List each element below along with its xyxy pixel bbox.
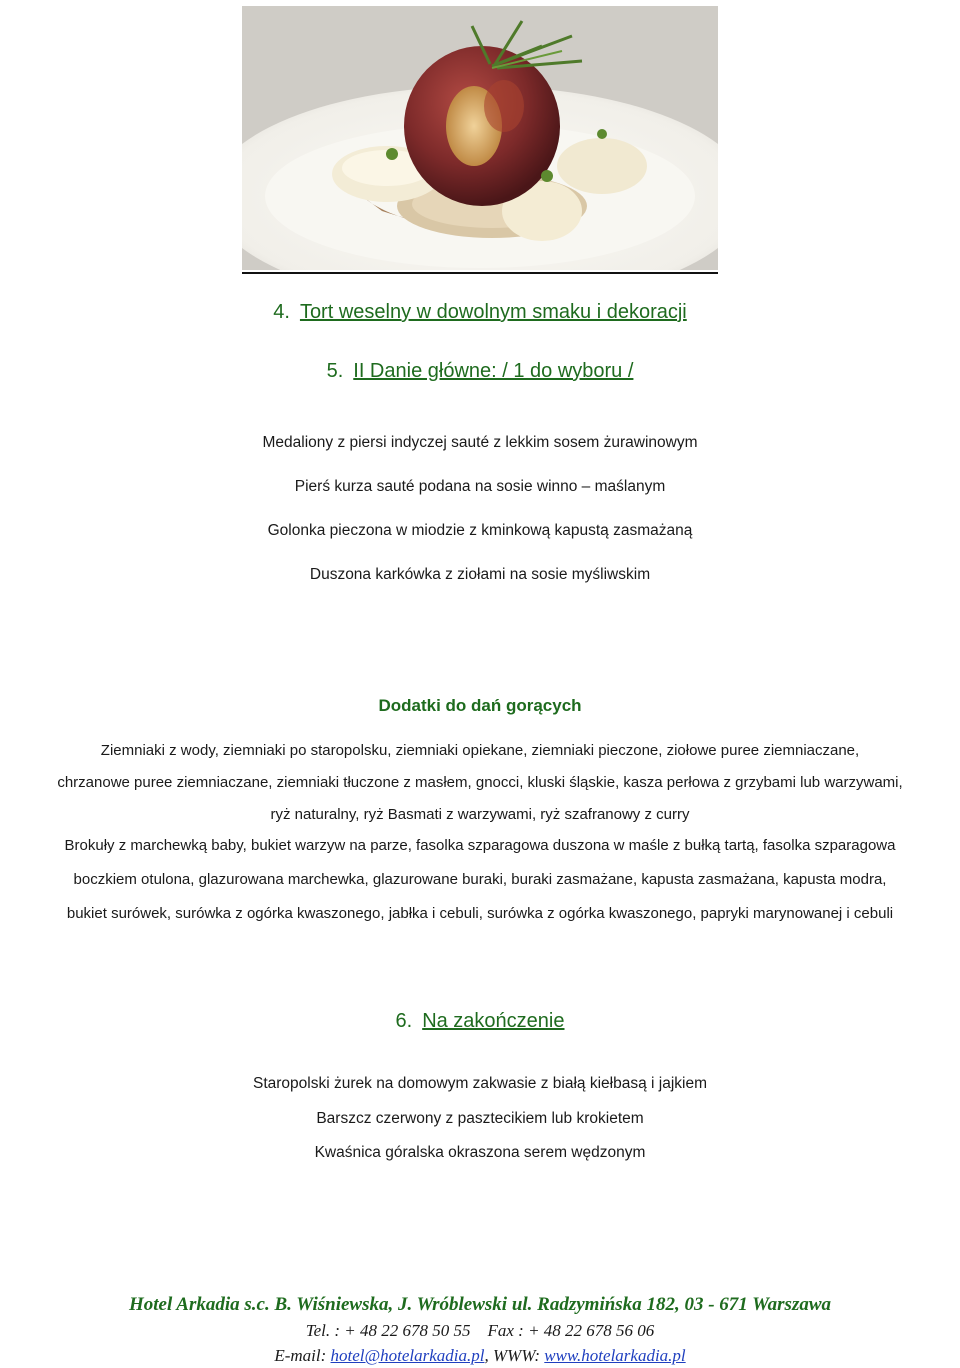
section-5-title: II Danie główne: / 1 do wyboru /: [353, 360, 634, 382]
sides-line: boczkiem otulona, glazurowana marchewka, glazurowane buraki, buraki zasmażane, kapusta zasmażana, kapusta modra,: [73, 871, 887, 888]
section-6-title: Na zakończenie: [422, 1010, 565, 1032]
footer-www-link[interactable]: www.hotelarkadia.pl: [544, 1346, 686, 1365]
section-6-number: 6.: [395, 1010, 413, 1032]
section-4-heading: [0, 301, 960, 324]
section-4-number: 4.: [273, 301, 290, 323]
final-dish-item: Kwaśnica góralska okraszona serem wędzonym: [314, 1144, 646, 1161]
footer-phone: Tel. : + 48 22 678 50 55: [305, 1321, 471, 1340]
dish-illustration: [242, 6, 718, 270]
section-6-heading: [0, 1010, 960, 1033]
main-dish-item: Pierś kurza sauté podana na sosie winno – maślanym: [294, 478, 666, 495]
section-4-title: Tort weselny w dowolnym smaku i dekoracji: [299, 301, 687, 323]
main-dish-item: Medaliony z piersi indyczej sauté z lekkim sosem żurawinowym: [262, 434, 698, 451]
main-dish-item: Duszona karkówka z ziołami na sosie myśliwskim: [309, 566, 651, 583]
footer-email-label: E-mail:: [274, 1346, 331, 1365]
sides-line: chrzanowe puree ziemniaczane, ziemniaki tłuczone z masłem, gnocci, kluski śląskie, kasza perłowa z grzybami lub warzywami,: [57, 774, 903, 791]
sides-line: Ziemniaki z wody, ziemniaki po staropolsku, ziemniaki opiekane, ziemniaki pieczone, ziołowe puree ziemniaczane,: [100, 742, 860, 759]
main-dish-item: Golonka pieczona w miodzie z kminkową kapustą zasmażaną: [267, 522, 693, 539]
section-5-number: 5.: [326, 360, 344, 382]
footer-links: [0, 1346, 960, 1366]
footer-email-link[interactable]: hotel@hotelarkadia.pl: [330, 1346, 485, 1365]
final-dish-item: Barszcz czerwony z pasztecikiem lub krokietem: [316, 1110, 644, 1127]
sides-line: bukiet surówek, surówka z ogórka kwaszonego, jabłka i cebuli, surówka z ogórka kwaszonego, papryki marynowanej i cebuli: [66, 905, 894, 922]
footer-fax: Fax : + 48 22 678 56 06: [487, 1321, 655, 1340]
footer-contact: [0, 1321, 960, 1341]
sides-heading: Dodatki do dań gorących: [378, 696, 582, 715]
footer-www-label: , WWW:: [484, 1346, 545, 1365]
sides-line: ryż naturalny, ryż Basmati z warzywami, ryż szafranowy z curry: [270, 806, 690, 823]
final-dish-item: Staropolski żurek na domowym zakwasie z białą kiełbasą i jajkiem: [253, 1075, 707, 1092]
footer-company: Hotel Arkadia s.c. B. Wiśniewska, J. Wróblewski ul. Radzymińska 182, 03 - 671 Warszawa: [128, 1294, 832, 1315]
dish-photo: [242, 6, 718, 270]
photo-divider: [242, 272, 718, 274]
sides-line: Brokuły z marchewką baby, bukiet warzyw na parze, fasolka szparagowa duszona w maśle z bułką tartą, fasolka szparagowa: [64, 837, 896, 854]
section-5-heading: [0, 360, 960, 383]
